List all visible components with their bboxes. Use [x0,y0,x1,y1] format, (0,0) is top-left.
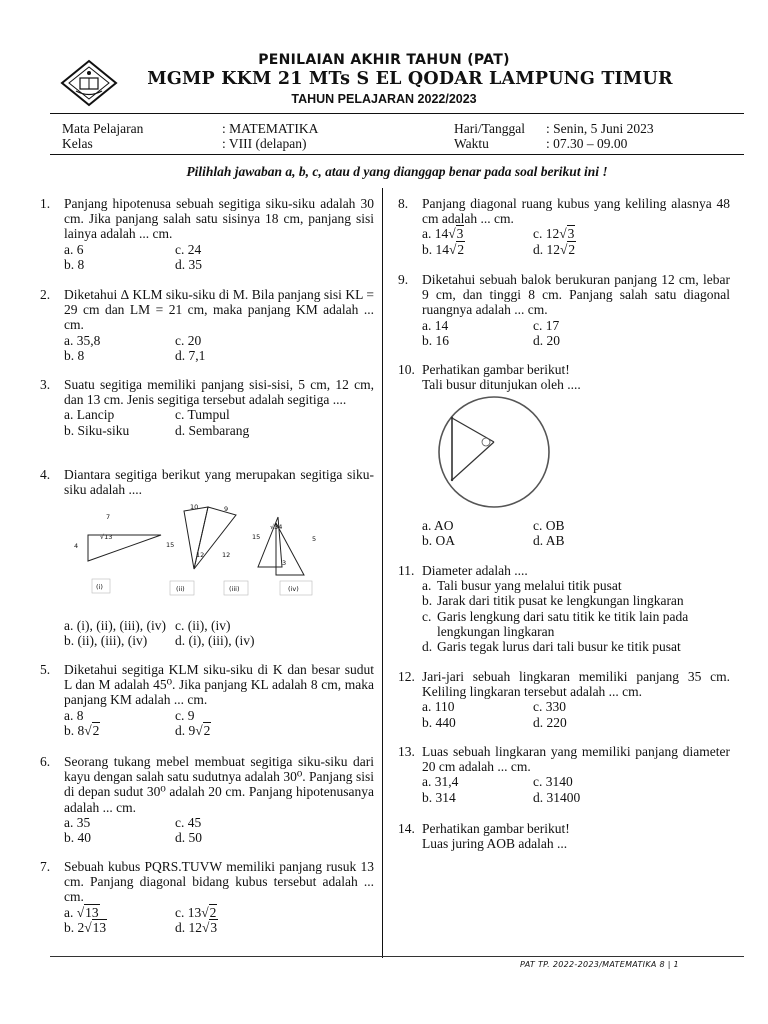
option-b[interactable]: b. OA [422,533,455,549]
label-t3-top: √34 [270,523,283,531]
option-c[interactable]: c. 9 [175,707,195,723]
label-t2-top2: 9 [224,505,229,513]
question-10: 10. Perhatikan gambar berikut! Tali busur ditunjukan oleh .... [398,362,581,393]
question-5: 5. Diketahui segitiga KLM siku-siku di K dan besar sudut L dan M adalah 45⁰. Jika panjang KL adalah 8 cm, maka panjang KM adalah ... cm. a. 8 c. 9 b. 8√2 d. 9√2 [40,662,374,738]
question-text: Panjang diagonal ruang kubus yang keliling alasnya 48 cm adalah ... cm. [422,196,730,227]
triangles-figure [66,503,366,613]
label-t1-top: 7 [106,513,111,521]
option-d[interactable]: d. 12√3 [175,919,218,935]
question-text: Perhatikan gambar berikut! [422,821,570,836]
question-14: 14. Perhatikan gambar berikut! Luas juring AOB adalah ... [398,821,570,852]
option-d[interactable]: d. 7,1 [175,347,206,363]
header-rule-top [50,113,744,114]
question-subtext: Luas juring AOB adalah ... [422,836,568,852]
option-c[interactable]: c. 17 [533,317,560,333]
option-d[interactable]: d. 9√2 [175,722,211,738]
question-1: 1. Panjang hipotenusa sebuah segitiga siku-siku adalah 30 cm. Jika panjang salah satu sisinya 18 cm, panjang sisi lainya adalah ... cm. a. 6 c. 24 b. 8 d. 35 [40,196,374,272]
question-12: 12. Jari-jari sebuah lingkaran memiliki panjang 35 cm. Keliling lingkaran tersebut adalah ... cm. a. 110 c. 330 b. 440 d. 220 [398,669,730,730]
option-a[interactable]: a. √13 [64,904,99,920]
option-b[interactable]: b. 314 [422,789,456,805]
option-c[interactable]: c. OB [533,518,565,533]
label-t1-left: 4 [74,542,79,550]
option-a[interactable]: a. 6 [64,241,84,257]
option-c[interactable]: c. 45 [175,814,202,830]
question-4: 4. Diantara segitiga berikut yang merupakan segitiga siku-siku adalah .... [40,467,374,498]
option-c[interactable]: c. 20 [175,332,202,348]
question-text: Diketahui ∆ KLM siku-siku di M. Bila panjang sisi KL = 29 cm dan LM = 21 cm, maka panjang KM adalah ... cm. [64,287,374,333]
option-d[interactable]: d. 220 [533,714,567,730]
option-a[interactable]: a. AO [422,518,454,533]
label-t3-right: 5 [312,535,317,543]
subject-label: Mata Pelajaran [62,121,144,136]
option-b[interactable]: b. (ii), (iii), (iv) [64,633,148,649]
question-7: 7. Sebuah kubus PQRS.TUVW memiliki panjang rusuk 13 cm. Panjang diagonal bidang kubus tersebut adalah ... cm. a. √13 c. 13√2 b. 2√13 d. 12√3 [40,859,374,935]
organizer-title: MGMP KKM 21 MTs S EL QODAR LAMPUNG TIMUR [147,69,673,89]
option-d[interactable]: d. (i), (iii), (iv) [175,633,255,649]
option-b[interactable]: b. 14√2 [422,241,465,257]
caption-ii: (ii) [176,585,185,593]
question-10-options [398,518,730,548]
option-c[interactable]: c. 12√3 [533,226,575,242]
question-text: Suatu segitiga memiliki panjang sisi-sisi, 5 cm, 12 cm, dan 13 cm. Jenis segitiga tersebut adalah segitiga .... [64,377,374,408]
question-text: Diketahui sebuah balok berukuran panjang 12 cm, lebar 9 cm, dan tinggi 8 cm. Panjang salah satu diagonal ruangnya adalah ... cm. [422,272,730,318]
question-11: 11. Diameter adalah .... a. Tali busur yang melalui titik pusat b. Jarak dari titik pusat ke lengkungan lingkaran c. Garis lengkung dari satu titik ke titik lain pada lengkungan lingkaran d. Garis tegak lurus dari tali busur ke titik pusat [398,563,730,654]
header-rule-bottom [50,154,744,155]
school-year: TAHUN PELAJARAN 2022/2023 [291,92,477,106]
option-a[interactable]: a. Tali busur yang melalui titik pusat [422,578,622,594]
question-13: 13. Luas sebuah lingkaran yang memiliki panjang diameter 20 cm adalah ... cm. a. 31,4 c. 3140 b. 314 d. 31400 [398,744,730,805]
option-c[interactable]: c. (ii), (iv) [175,618,231,633]
option-d[interactable]: d. AB [533,533,565,549]
question-text: Luas sebuah lingkaran yang memiliki panjang diameter 20 cm adalah ... cm. [422,744,730,775]
option-d[interactable]: d. Garis tegak lurus dari tali busur ke titik pusat [422,639,681,655]
option-d[interactable]: d. Sembarang [175,422,250,438]
option-d[interactable]: d. 35 [175,256,202,272]
option-b[interactable]: b. 40 [64,830,91,846]
question-3: 3. Suatu segitiga memiliki panjang sisi-sisi, 5 cm, 12 cm, dan 13 cm. Jenis segitiga tersebut adalah segitiga .... a. Lancip c. Tumpul b. Siku-siku d. Sembarang [40,377,374,438]
question-9: 9. Diketahui sebuah balok berukuran panjang 12 cm, lebar 9 cm, dan tinggi 8 cm. Panjang salah satu diagonal ruangnya adalah ... cm. a. 14 c. 17 b. 16 d. 20 [398,272,730,348]
option-a[interactable]: a. 8 [64,707,84,723]
caption-i: (i) [96,583,103,591]
question-text: Jari-jari sebuah lingkaran memiliki panjang 35 cm. Keliling lingkaran tersebut adalah ... cm. [422,669,730,700]
option-b[interactable]: b. 440 [422,714,456,730]
option-a[interactable]: a. Lancip [64,407,115,423]
footer-rule [50,956,744,957]
day-label: Hari/Tanggal [454,121,526,136]
instruction: Pilihlah jawaban a, b, c, atau d yang dianggap benar pada soal berikut ini ! [186,164,608,179]
caption-iii: (iii) [229,585,240,593]
question-text: Panjang hipotenusa sebuah segitiga siku-siku adalah 30 cm. Jika panjang salah satu sisinya 18 cm, panjang sisi lainya adalah ... cm. [64,196,374,242]
option-a[interactable]: a. (i), (ii), (iii), (iv) [64,618,166,633]
exam-title: PENILAIAN AKHIR TAHUN (PAT) [258,52,510,68]
option-d[interactable]: d. 12√2 [533,241,576,257]
option-a[interactable]: a. 110 [422,699,455,715]
label-t1-hyp: √13 [100,533,113,541]
label-t3-left: 15 [252,533,261,541]
option-a[interactable]: a. 35 [64,814,91,830]
question-subtext: Tali busur ditunjukan oleh .... [422,377,581,393]
label-t2-top1: 10 [190,503,199,511]
option-c[interactable]: c. 13√2 [175,904,217,920]
question-text: Seorang tukang mebel membuat segitiga siku-siku dari kayu dengan salah satu sudutnya adalah 30⁰. Panjang sisi di depan sudut 30⁰ adalah 20 cm. Panjang hipotenusanya adalah ... cm. [64,754,374,815]
option-c[interactable]: c. Tumpul [175,407,230,423]
option-c[interactable]: c. 24 [175,241,202,257]
column-divider [382,188,383,958]
option-a[interactable]: a. 31,4 [422,774,459,790]
question-text: Diameter adalah .... [422,563,528,578]
subject-value: : MATEMATIKA [222,121,319,136]
option-b[interactable]: b. 8√2 [64,722,100,738]
label-t2-mid2: 12 [196,551,205,559]
question-8: 8. Panjang diagonal ruang kubus yang keliling alasnya 48 cm adalah ... cm. a. 14√3 c. 12√3 b. 14√2 d. 12√2 [398,196,730,257]
caption-iv: (iv) [288,585,299,593]
option-b[interactable]: b. 2√13 [64,919,107,935]
question-2: 2. Diketahui ∆ KLM siku-siku di M. Bila panjang sisi KL = 29 cm dan LM = 21 cm, maka panjang KM adalah ... cm. a. 35,8 c. 20 b. 8 d. 7,1 [40,287,374,363]
page-footer: PAT TP. 2022-2023/MATEMATIKA 8 | 1 [520,960,679,969]
question-text: Perhatikan gambar berikut! [422,362,570,377]
option-d[interactable]: d. 20 [533,332,560,348]
circle-figure [432,392,556,510]
class-label: Kelas [62,136,93,151]
time-value: : 07.30 – 09.00 [546,136,628,151]
option-d[interactable]: d. 31400 [533,789,581,805]
option-a[interactable]: a. 14 [422,317,449,333]
label-t3-bottom: 3 [282,559,287,567]
time-label: Waktu [454,136,489,151]
question-text: Diantara segitiga berikut yang merupakan segitiga siku-siku adalah .... [64,467,374,498]
option-d[interactable]: d. 50 [175,830,202,846]
option-b[interactable]: b. Siku-siku [64,422,130,438]
label-t2-mid3: 12 [222,551,231,559]
question-4-options [40,618,374,648]
label-t2-mid1: 15 [166,541,175,549]
class-value: : VIII (delapan) [222,136,307,151]
option-c[interactable]: c. 330 [533,699,566,715]
question-text: Diketahui segitiga KLM siku-siku di K dan besar sudut L dan M adalah 45⁰. Jika panjang KL adalah 8 cm, maka panjang KM adalah ... cm. [64,662,374,708]
option-b[interactable]: b. 16 [422,332,449,348]
day-value: : Senin, 5 Juni 2023 [546,121,654,136]
question-6: 6. Seorang tukang mebel membuat segitiga siku-siku dari kayu dengan salah satu sudutnya adalah 30⁰. Panjang sisi di depan sudut 30⁰ adalah 20 cm. Panjang hipotenusanya adalah ... cm. a. 35 c. 45 b. 40 d. 50 [40,754,374,846]
question-text: Sebuah kubus PQRS.TUVW memiliki panjang rusuk 13 cm. Panjang diagonal bidang kubus tersebut adalah ... cm. [64,859,374,905]
option-b[interactable]: b. 8 [64,347,85,363]
option-c[interactable]: c. 3140 [533,774,573,790]
option-b[interactable]: b. Jarak dari titik pusat ke lengkungan lingkaran [422,593,684,609]
option-a[interactable]: a. 35,8 [64,332,101,348]
option-b[interactable]: b. 8 [64,256,85,272]
option-a[interactable]: a. 14√3 [422,226,464,242]
option-c[interactable]: c. Garis lengkung dari satu titik ke titik lain pada lengkungan lingkaran [422,608,689,639]
